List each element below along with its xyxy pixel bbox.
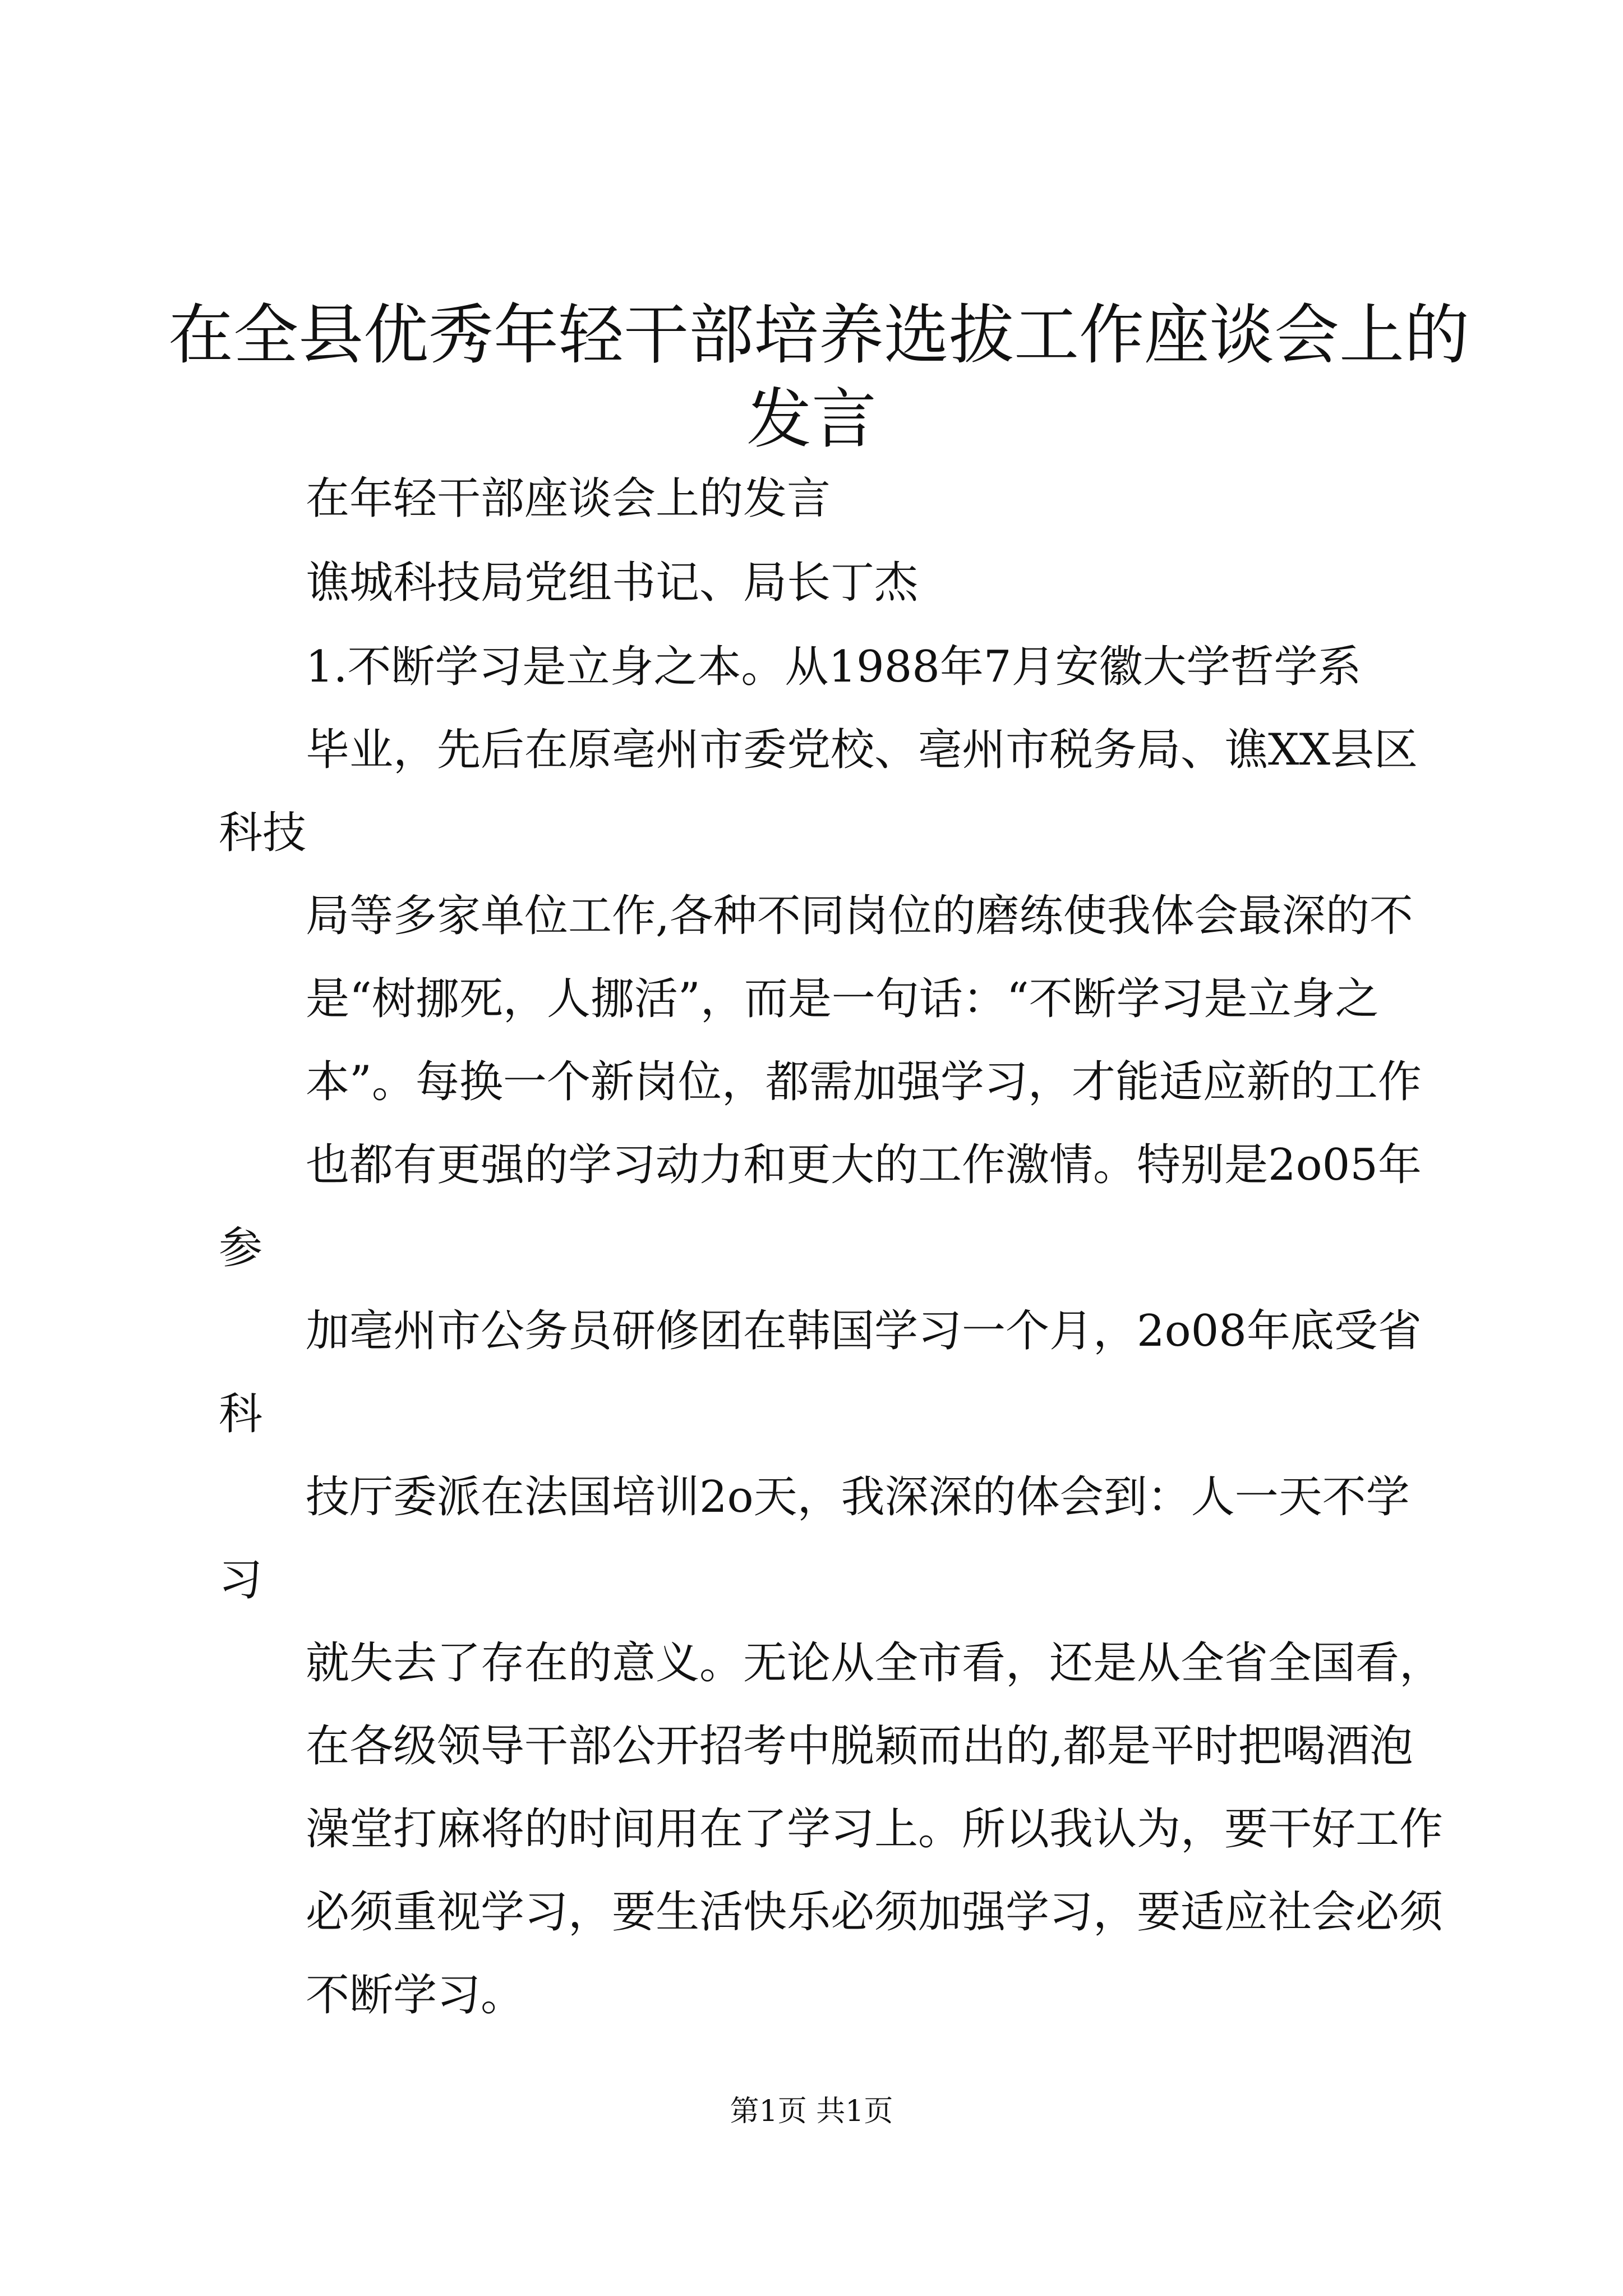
body-line: 技厅委派在法国培训2o天，我深深的体会到：人一天不学	[306, 1472, 1410, 1522]
body-line: 澡堂打麻将的时间用在了学习上。所以我认为，要干好工作	[306, 1804, 1444, 1855]
body-line: 本”。每换一个新岗位，都需加强学习，才能适应新的工作	[306, 1057, 1422, 1107]
body-line: 参	[219, 1223, 263, 1273]
body-line: 习	[219, 1555, 263, 1605]
document-title-line-2: 发言	[746, 381, 877, 457]
body-line: 1.不断学习是立身之本。从1988年7月安徽大学哲学系	[306, 642, 1362, 692]
body-line: 局等多家单位工作,各种不同岗位的磨练使我体会最深的不	[306, 891, 1413, 941]
body-line: 在各级领导干部公开招考中脱颖而出的,都是平时把喝酒泡	[306, 1721, 1413, 1772]
body-line: 科	[219, 1389, 263, 1439]
body-line-subtitle: 在年轻干部座谈会上的发言	[306, 473, 831, 524]
page-footer: 第1页 共1页	[730, 2095, 893, 2128]
body-line: 必须重视学习，要生活快乐必须加强学习，要适应社会必须	[306, 1887, 1444, 1938]
body-line: 也都有更强的学习动力和更大的工作激情。特别是2o05年	[306, 1140, 1422, 1190]
body-line: 加亳州市公务员研修团在韩国学习一个月，2o08年底受省	[306, 1306, 1422, 1356]
body-line: 不断学习。	[306, 1970, 525, 2021]
document-title-line-1: 在全县优秀年轻干部培养选拔工作座谈会上的	[168, 297, 1469, 373]
body-line: 科技	[219, 808, 307, 858]
body-line: 就失去了存在的意义。无论从全市看，还是从全省全国看，	[306, 1638, 1444, 1688]
body-line: 毕业，先后在原亳州市委党校、亳州市税务局、谯XX县区	[306, 725, 1418, 775]
body-line-author: 谯城科技局党组书记、局长丁杰	[306, 558, 919, 608]
body-line: 是“树挪死，人挪活”，而是一句话：“不断学习是立身之	[306, 974, 1379, 1024]
